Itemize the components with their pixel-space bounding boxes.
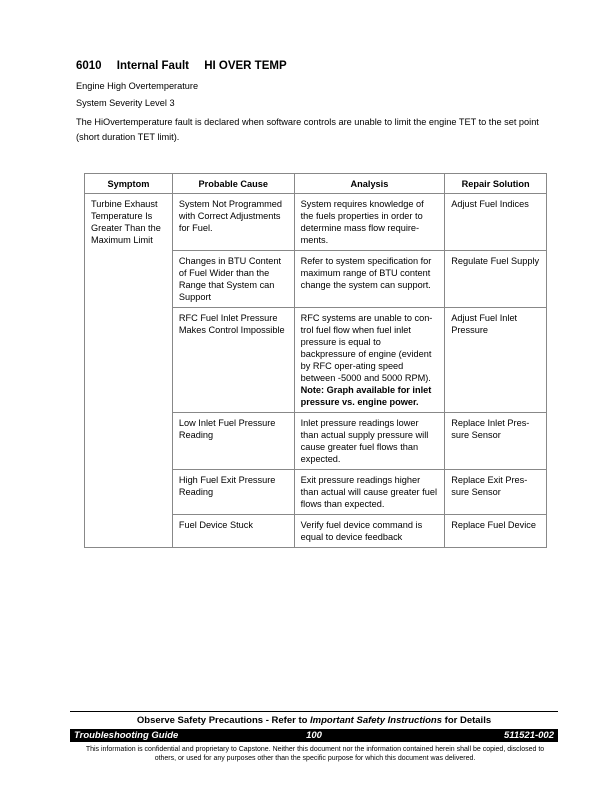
fault-code: 6010 [76, 60, 102, 72]
analysis-cell: Inlet pressure readings lower than actual supply pressure will cause greater fuel flows than expected. [294, 413, 445, 470]
cause-cell: Changes in BTU Content of Fuel Wider than the Range that System can Support [172, 251, 294, 308]
solution-cell: Adjust Fuel Indices [445, 194, 547, 251]
analysis-note: Note: Graph available for inlet pressure vs. engine power. [300, 385, 432, 407]
severity-level: System Severity Level 3 [76, 98, 175, 108]
column-header-solution: Repair Solution [445, 174, 547, 194]
safety-notice [70, 715, 558, 726]
column-header-symptom: Symptom [85, 174, 173, 194]
fault-intro: The HiOvertemperature fault is declared when software controls are unable to limit the engine TET to the set point (short duration TET limit). [76, 117, 539, 142]
solution-cell: Regulate Fuel Supply [445, 251, 547, 308]
safety-prefix: Observe Safety Precautions - Refer to [136, 715, 311, 726]
analysis-cell [294, 308, 445, 413]
table-row [85, 194, 547, 251]
fault-description: Engine High Overtemperature [76, 81, 199, 91]
solution-cell: Replace Inlet Pres-sure Sensor [445, 413, 547, 470]
analysis-cell: System requires knowledge of the fuels properties in order to determine mass flow require-ments. [294, 194, 445, 251]
document-number: 511521-002 [503, 730, 554, 741]
footer-divider [70, 711, 558, 712]
cause-cell: System Not Programmed with Correct Adjustments for Fuel. [172, 194, 294, 251]
cause-cell: High Fuel Exit Pressure Reading [172, 470, 294, 515]
solution-cell: Adjust Fuel Inlet Pressure [445, 308, 547, 413]
confidentiality-disclaimer: This information is confidential and proprietary to Capstone. Neither this document nor the information contained herein shall be copied, disclosed to others, or used for any purposes other than the specific purpose for which this document was delivered. [85, 746, 545, 762]
cause-cell: Fuel Device Stuck [172, 515, 294, 548]
symptom-cell: Turbine Exhaust Temperature Is Greater Than the Maximum Limit [85, 194, 173, 548]
guide-title: Troubleshooting Guide [74, 730, 179, 741]
safety-instructions-reference: Important Safety Instructions [310, 715, 443, 726]
fault-heading [76, 60, 299, 72]
cause-cell: Low Inlet Fuel Pressure Reading [172, 413, 294, 470]
troubleshooting-table [84, 173, 547, 548]
safety-suffix: for Details [442, 715, 492, 726]
column-header-analysis: Analysis [294, 174, 445, 194]
page-number: 100 [306, 730, 322, 741]
fault-name: HI OVER TEMP [204, 60, 287, 72]
footer-bar [70, 729, 558, 742]
analysis-text: RFC systems are unable to con-trol fuel flow when fuel inlet pressure is equal to backpressure of engine (evident by RFC oper-ating speed between -5000 and 5000 RPM). [300, 313, 433, 383]
analysis-cell: Refer to system specification for maximum range of BTU content change the system can support. [294, 251, 445, 308]
table-header-row [85, 174, 547, 194]
analysis-cell: Verify fuel device command is equal to device feedback [294, 515, 445, 548]
column-header-cause: Probable Cause [172, 174, 294, 194]
cause-cell: RFC Fuel Inlet Pressure Makes Control Impossible [172, 308, 294, 413]
analysis-cell: Exit pressure readings higher than actual will cause greater fuel flows than expected. [294, 470, 445, 515]
fault-type: Internal Fault [116, 60, 189, 72]
solution-cell: Replace Exit Pres-sure Sensor [445, 470, 547, 515]
solution-cell: Replace Fuel Device [445, 515, 547, 548]
